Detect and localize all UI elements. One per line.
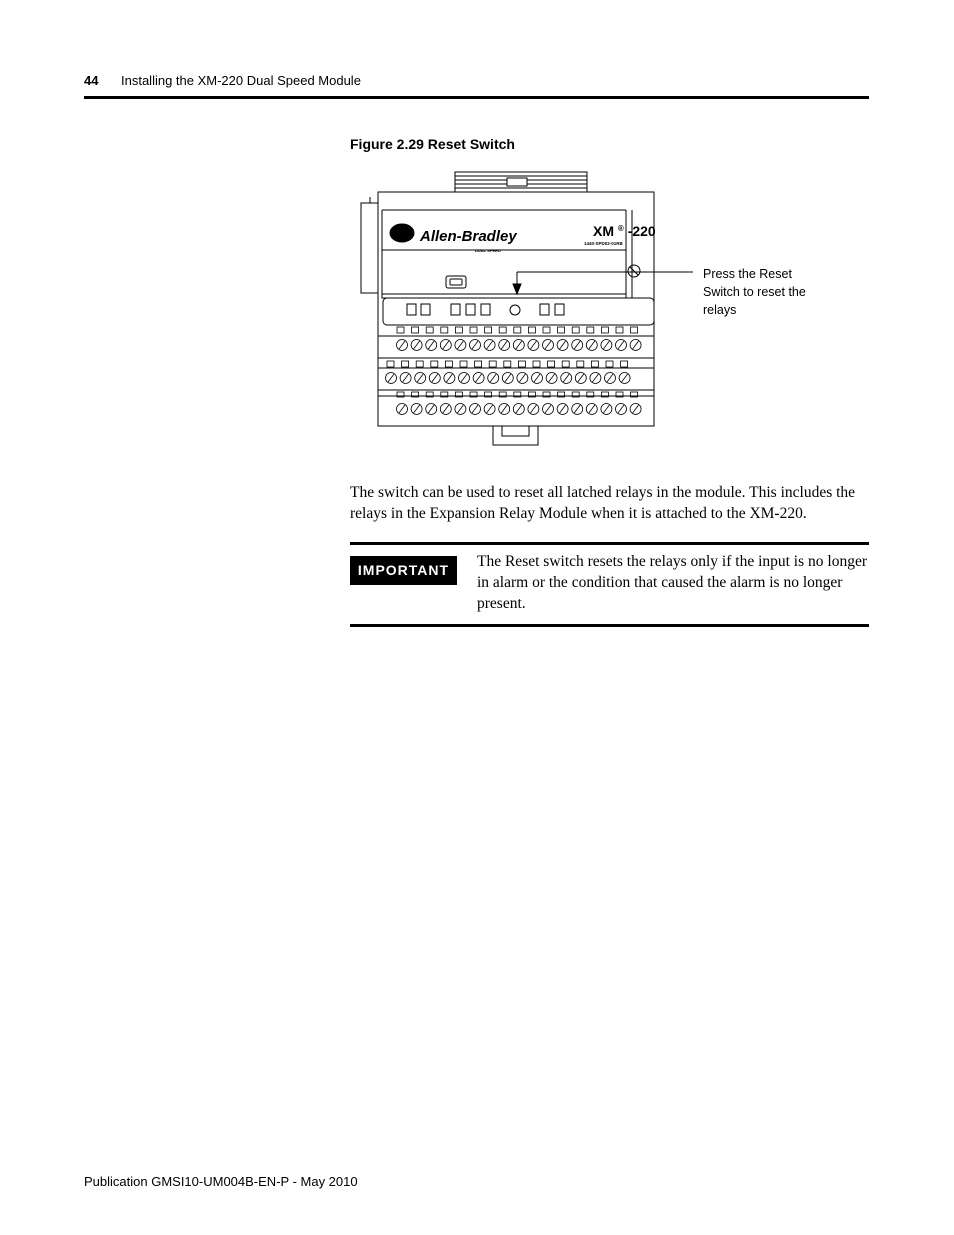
publication-footer: Publication GMSI10-UM004B-EN-P - May 2010	[84, 1174, 358, 1189]
important-rule-top	[350, 542, 869, 545]
registered-mark: ®	[617, 224, 624, 233]
reset-switch-callout: Press the Reset Switch to reset the relays	[703, 267, 806, 317]
figure-caption: Figure 2.29 Reset Switch	[350, 136, 515, 152]
model-name: XM	[593, 223, 614, 239]
part-number: 1440-SPD02-01RB	[584, 241, 623, 246]
body-paragraph: The switch can be used to reset all latched relays in the module. This includes the relays in the Expansion Relay Module when it is attached to the XM-220.	[350, 484, 856, 522]
important-text: The Reset switch resets the relays only if the input is no longer in alarm or the condition that caused the alarm is no longer present.	[477, 553, 867, 612]
model-suffix: -220	[627, 223, 656, 239]
module-type-label: DUAL SPEED	[475, 248, 501, 253]
header-rule	[84, 96, 869, 99]
important-label: IMPORTANT	[350, 556, 457, 585]
running-header: Installing the XM-220 Dual Speed Module	[121, 73, 361, 88]
brand-logo-text: Allen-Bradley	[420, 228, 517, 245]
important-rule-bottom	[350, 624, 869, 627]
page-number: 44	[84, 73, 99, 88]
